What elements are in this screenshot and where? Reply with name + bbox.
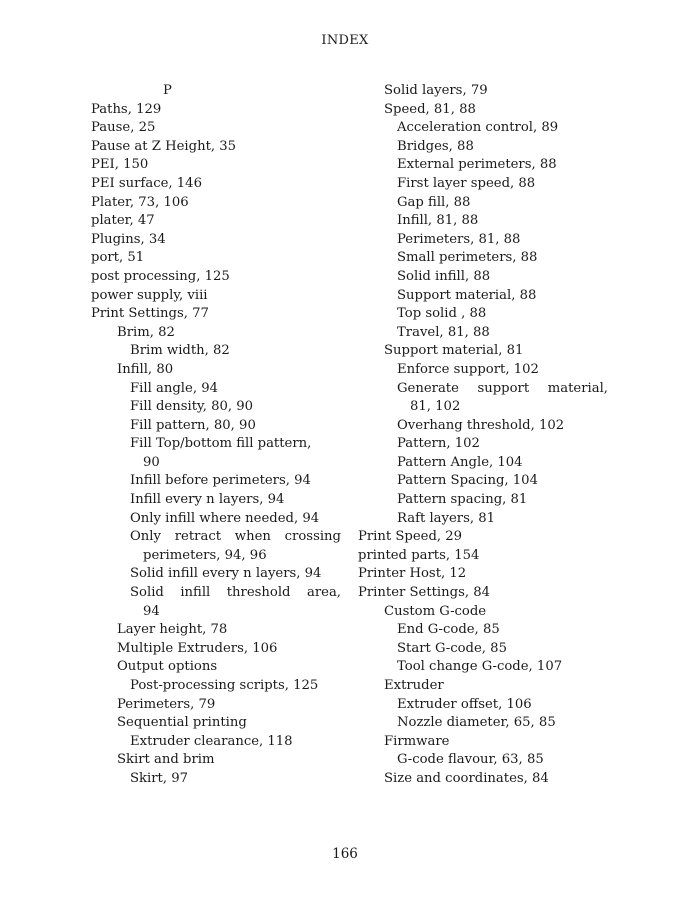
index-entry: Pattern spacing, 81 (397, 492, 528, 508)
index-entry: Acceleration control, 89 (397, 120, 559, 136)
index-entry: Enforce support, 102 (397, 361, 539, 377)
index-entry: Infill, 80 (117, 361, 174, 377)
index-entry: Solid infill every n layers, 94 (130, 566, 322, 582)
index-entry: Extruder offset, 106 (397, 696, 532, 712)
index-entry: Brim width, 82 (130, 343, 230, 359)
index-entry: 94 (143, 603, 160, 619)
index-entry: Start G-code, 85 (397, 640, 507, 656)
index-column-left (91, 82, 341, 789)
index-entry: Custom G-code (384, 603, 487, 619)
index-entry: 90 (143, 454, 160, 470)
index-entry: Overhang threshold, 102 (397, 417, 565, 433)
index-entry: Speed, 81, 88 (384, 101, 476, 117)
index-entry: printed parts, 154 (358, 547, 480, 563)
index-entry: PEI surface, 146 (91, 175, 202, 191)
index-entry: Print Settings, 77 (91, 306, 209, 322)
index-entry: First layer speed, 88 (397, 175, 536, 191)
index-entry: PEI, 150 (91, 157, 149, 173)
index-entry: Pattern Angle, 104 (397, 454, 523, 470)
index-entry: plater, 47 (91, 213, 155, 229)
index-entry: Plugins, 34 (91, 231, 166, 247)
index-entry: Top solid , 88 (397, 306, 487, 322)
index-entry: Only retract when crossing (130, 529, 341, 545)
index-entry: Fill density, 80, 90 (130, 399, 254, 415)
index-entry: External perimeters, 88 (397, 157, 557, 173)
index-entry: Skirt, 97 (130, 770, 189, 786)
index-entry: power supply, viii (91, 287, 208, 303)
index-entry: Gap fill, 88 (397, 194, 471, 210)
index-entry: Post-processing scripts, 125 (130, 678, 319, 693)
index-entry: Multiple Extruders, 106 (117, 640, 278, 656)
page-number: 166 (332, 846, 358, 862)
index-entry: Print Speed, 29 (358, 529, 463, 545)
index-entry: Perimeters, 81, 88 (397, 231, 521, 247)
index-entry: Sequential printing (117, 715, 247, 731)
index-entry: Infill every n layers, 94 (130, 492, 285, 508)
index-entry: Extruder clearance, 118 (130, 733, 293, 749)
index-entry: Pattern, 102 (397, 436, 480, 452)
index-entry: Fill pattern, 80, 90 (130, 417, 256, 433)
index-entry: Printer Host, 12 (358, 566, 467, 582)
index-entry: Size and coordinates, 84 (384, 770, 549, 786)
index-entry: Travel, 81, 88 (397, 324, 490, 340)
index-entry: Solid layers, 79 (384, 83, 488, 98)
index-entry: Plater, 73, 106 (91, 194, 189, 210)
index-entry: perimeters, 94, 96 (143, 547, 267, 563)
index-entry: Infill before perimeters, 94 (130, 473, 311, 489)
index-entry: Output options (117, 659, 218, 675)
index-entry: Bridges, 88 (397, 138, 474, 154)
index-entry: Layer height, 78 (117, 622, 228, 638)
index-entry: Generate support material, (397, 380, 608, 396)
index-entry: Only infill where needed, 94 (130, 510, 320, 526)
index-entry: Support material, 88 (397, 287, 537, 303)
index-entry: Pause, 25 (91, 120, 156, 136)
index-entry: Skirt and brim (117, 752, 215, 768)
index-entry: G-code flavour, 63, 85 (397, 752, 544, 768)
index-entry: Extruder (384, 678, 444, 693)
index-entry: Raft layers, 81 (397, 510, 496, 526)
index-entry: Support material, 81 (384, 343, 524, 359)
index-entry: End G-code, 85 (397, 622, 500, 638)
index-entry: Tool change G-code, 107 (397, 659, 563, 675)
index-entry: Printer Settings, 84 (358, 585, 491, 601)
index-entry: 81, 102 (410, 399, 461, 415)
index-column-right (358, 82, 608, 789)
index-entry: post processing, 125 (91, 268, 230, 284)
index-entry: port, 51 (91, 250, 145, 266)
index-entry: Nozzle diameter, 65, 85 (397, 715, 556, 731)
running-header: INDEX (321, 33, 369, 48)
index-entry: Infill, 81, 88 (397, 213, 479, 229)
index-entry: Brim, 82 (117, 324, 175, 340)
index-letter-heading: P (163, 83, 172, 98)
index-entry: Paths, 129 (91, 101, 162, 117)
index-entry: Small perimeters, 88 (397, 250, 538, 266)
index-entry: Pause at Z Height, 35 (91, 138, 237, 154)
index-entry: Pattern Spacing, 104 (397, 473, 538, 489)
index-entry: Fill angle, 94 (130, 380, 218, 396)
index-entry: Firmware (384, 733, 450, 749)
index-entry: Fill Top/bottom fill pattern, (130, 436, 312, 452)
index-entry: Solid infill, 88 (397, 268, 491, 284)
index-entry: Perimeters, 79 (117, 696, 216, 712)
index-entry: Solid infill threshold area, (130, 585, 341, 601)
